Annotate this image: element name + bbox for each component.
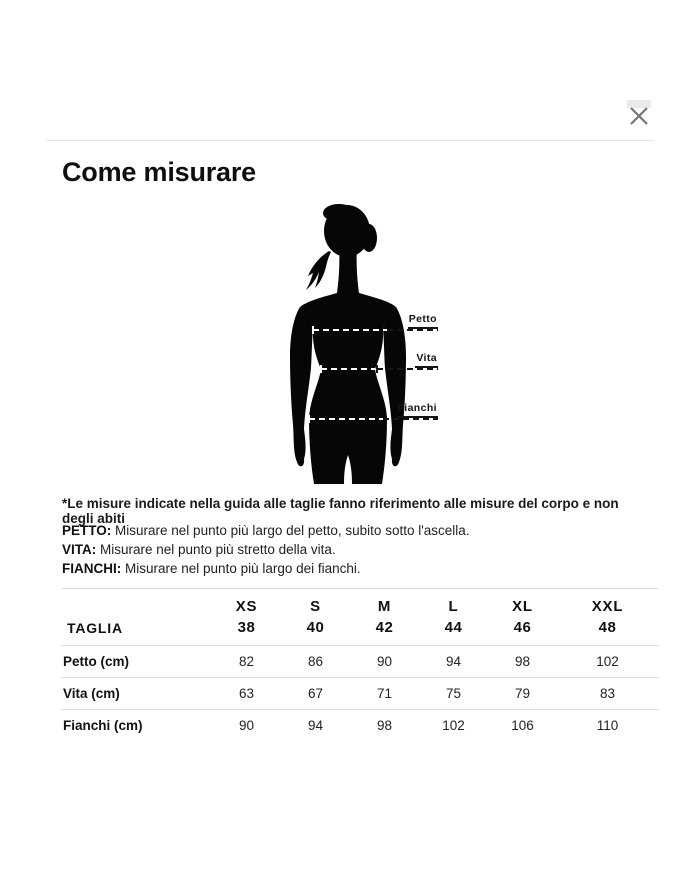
table-row	[62, 646, 658, 678]
size-table-header-row	[62, 589, 658, 646]
row-label: Fianchi (cm)	[63, 718, 143, 733]
definition-desc: Misurare nel punto più largo dei fianchi.	[125, 561, 361, 577]
definition-desc: Misurare nel punto più stretto della vita.	[100, 542, 336, 558]
definition-term: FIANCHI:	[62, 561, 122, 577]
size-column-header	[488, 589, 557, 646]
header-divider	[46, 140, 654, 141]
fianchi-line-on-body	[309, 418, 383, 420]
size-number: 38	[237, 619, 256, 636]
definition-vita	[62, 540, 647, 559]
measurement-definitions	[62, 521, 647, 579]
row-label: Petto (cm)	[63, 654, 130, 669]
measurement-value: 102	[442, 718, 465, 733]
vita-start-tick	[320, 365, 322, 373]
vita-measure-line	[377, 368, 438, 370]
measurement-value: 94	[307, 718, 324, 733]
size-letter: L	[448, 598, 459, 615]
definition-petto	[62, 521, 647, 540]
vita-line-on-body	[321, 368, 375, 370]
measurement-diagram	[0, 195, 700, 495]
size-number: 42	[375, 619, 394, 636]
measurement-value: 98	[514, 654, 531, 669]
definition-term: VITA:	[62, 542, 97, 558]
petto-start-tick	[312, 326, 314, 334]
size-number: 44	[444, 619, 463, 636]
size-column-header	[557, 589, 658, 646]
fianchi-label: Fianchi	[396, 402, 438, 418]
page-title: Come misurare	[62, 157, 256, 187]
size-table-wrapper	[62, 588, 658, 741]
measurement-note: *Le misure indicate nella guida alle taglie fanno riferimento alle misure del corpo e non degli abiti	[62, 496, 619, 526]
petto-measure-line	[387, 329, 438, 331]
table-row	[62, 678, 658, 710]
fianchi-measure-line	[383, 418, 438, 420]
definition-fianchi	[62, 559, 647, 578]
table-row	[62, 710, 658, 742]
measurement-value: 67	[307, 686, 324, 701]
size-table	[62, 588, 658, 741]
petto-label: Petto	[408, 313, 438, 329]
vita-label: Vita	[415, 352, 438, 368]
definition-term: PETTO:	[62, 523, 112, 538]
size-column-header	[419, 589, 488, 646]
measurement-value: 75	[445, 686, 462, 701]
measurement-value: 82	[238, 654, 255, 669]
size-column-header	[350, 589, 419, 646]
size-letter: XXL	[591, 598, 624, 615]
measurement-value: 63	[238, 686, 255, 701]
taglia-header-cell: TAGLIA	[67, 620, 123, 636]
size-number: 46	[513, 619, 532, 636]
petto-line-on-body	[313, 329, 387, 331]
size-letter: XS	[235, 598, 258, 615]
vita-body-edge-tick	[376, 365, 378, 373]
definition-desc: Misurare nel punto più largo del petto, subito sotto l'ascella.	[115, 523, 470, 538]
size-column-header	[281, 589, 350, 646]
size-number: 40	[306, 619, 325, 636]
measurement-value: 102	[596, 654, 619, 669]
measurement-value: 110	[596, 718, 619, 733]
fianchi-start-tick	[308, 415, 310, 423]
measurement-value: 79	[514, 686, 531, 701]
size-number: 48	[598, 619, 617, 636]
measurement-value: 94	[445, 654, 462, 669]
measurement-value: 83	[599, 686, 616, 701]
body-silhouette-image	[283, 203, 413, 487]
measurement-value: 98	[376, 718, 393, 733]
measurement-value: 86	[307, 654, 324, 669]
size-letter: M	[377, 598, 392, 615]
size-column-header	[212, 589, 281, 646]
close-icon	[629, 106, 649, 126]
size-letter: XL	[512, 598, 533, 615]
measurement-value: 90	[238, 718, 255, 733]
measurement-value: 106	[511, 718, 534, 733]
row-label: Vita (cm)	[63, 686, 120, 701]
measurement-value: 90	[376, 654, 393, 669]
close-button[interactable]	[625, 102, 653, 130]
size-letter: S	[310, 598, 321, 615]
measurement-value: 71	[376, 686, 393, 701]
